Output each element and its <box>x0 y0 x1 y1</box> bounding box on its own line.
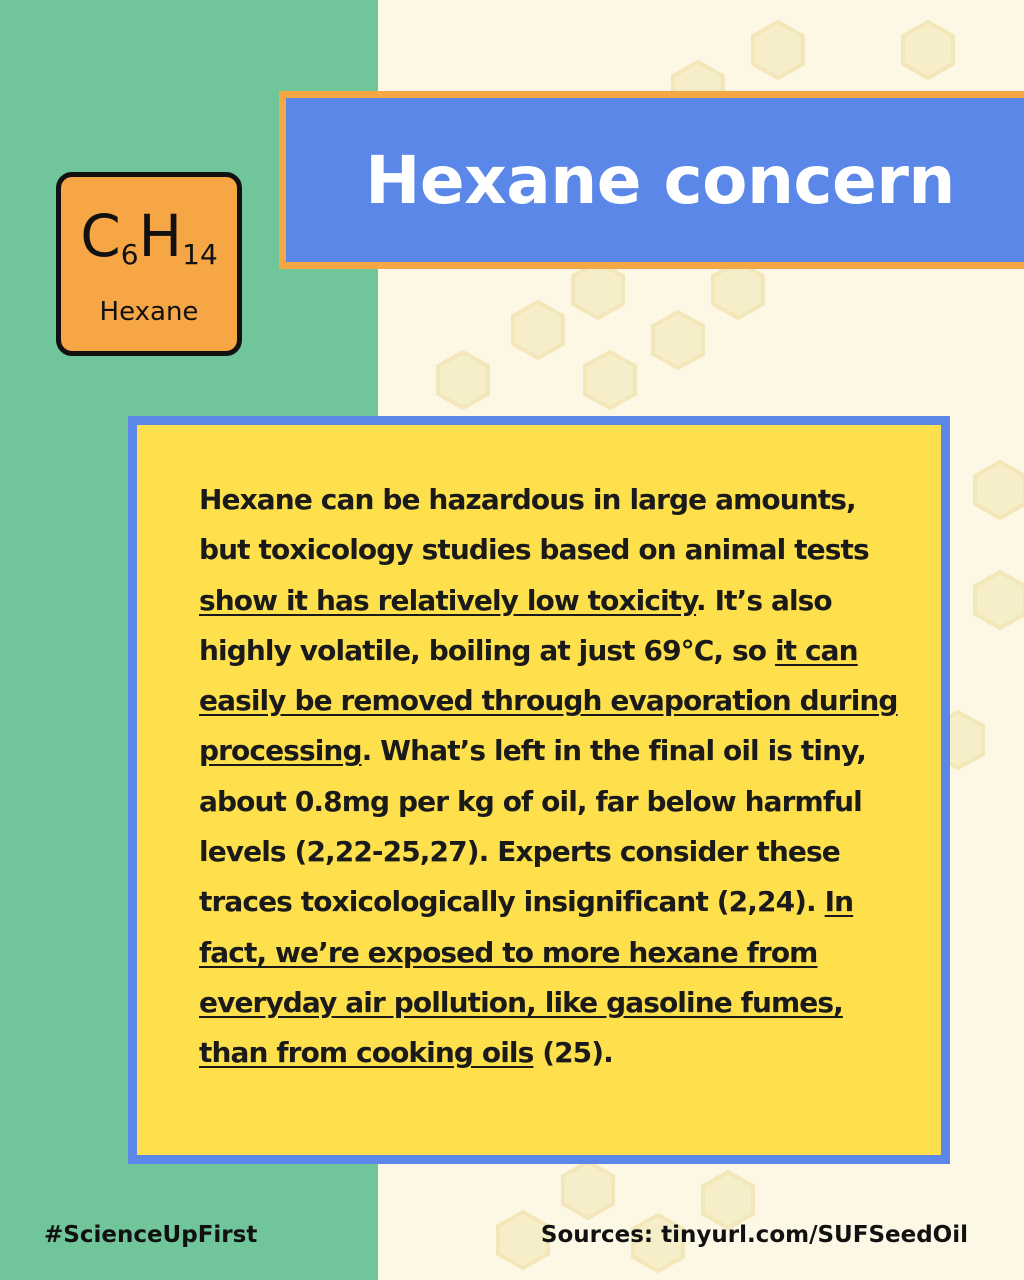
text-card-inner <box>137 425 941 1155</box>
title-banner-inner <box>286 98 1024 262</box>
sources-link[interactable]: Sources: tinyurl.com/SUFSeedOil <box>540 1222 968 1248</box>
text-card <box>128 416 950 1164</box>
formula-hydrogen-count: 14 <box>182 238 218 271</box>
body-paragraph <box>199 475 901 1079</box>
title-banner <box>279 91 1024 269</box>
underlined-text-segment: In fact, we’re exposed to more hexane from everyday air pollution, like gasoline fumes, than from cooking oils <box>199 885 854 1070</box>
underlined-text-segment: show it has relatively low toxicity <box>199 583 697 617</box>
text-segment: . What’s left in the final oil is tiny, about 0.8mg per kg of oil, far below harmful levels (2,22-25,27). Experts consider these traces toxicologically insignificant (2,24). <box>199 734 867 919</box>
text-segment: (25). <box>533 1036 613 1070</box>
formula-carbon: C <box>80 202 121 270</box>
hashtag: #ScienceUpFirst <box>44 1222 258 1248</box>
chemical-formula <box>61 202 237 271</box>
element-name: Hexane <box>99 297 199 327</box>
formula-carbon-count: 6 <box>120 238 139 271</box>
periodic-element-tile <box>56 172 242 356</box>
text-segment: . It’s also highly volatile, boiling at just 69°C, so <box>199 583 832 667</box>
formula-hydrogen: H <box>138 202 183 270</box>
page-title: Hexane concern <box>365 141 955 219</box>
text-segment: Hexane can be hazardous in large amounts, but toxicology studies based on animal tests <box>199 483 869 567</box>
underlined-text-segment: it can easily be removed through evaporation during processing <box>199 633 898 768</box>
